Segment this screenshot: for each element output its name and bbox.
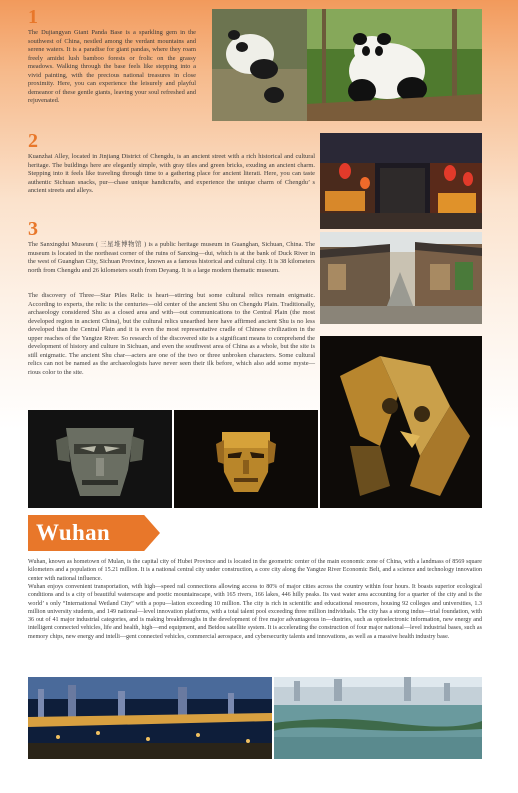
kuanzhai-alley-description: Kuanzhai Alley, located in Jinjiang District of Chengdu, is an ancient street with a rich historical and cultural heritage. The buildings here are elegantly simple, with gray tiles and green bricks, exuding an ancient charm. Stepping into it feels like traveling through time to a gathering place for ancient literati. Here, you can taste authentic Sichuan snacks, pur—chase unique handicrafts, and experience the unique charm of Chengdu’ s ancient streets and alleys. bbox=[28, 153, 315, 195]
gold-mask-photo bbox=[174, 410, 318, 508]
wuhan-intro: Wuhan, known as hometown of Mulan, is the capital city of Hubei Province and is located in the geometric center of the main economic zone of China, with a landmass of 8569 square kilometers and a population of 15.21 million. It is a national central city under construction, a core city along the Yangtze River Economic Belt, and a science and technology innovation center with national influence. bbox=[28, 559, 482, 582]
sanxingdui-relic-discovery: The discovery of Three—Star Piles Relic is heart—stirring but some cultural relics remain enigmatic. According to experts, the relic is the centuries—old center of the ancient Shu on Chengdu Plain. Traditionally, archaeology considered Shu as a closed area and with—out communications to the Central Plain (the most developed region in ancient China), but the cultural relics unearthed here have affirmed ancient Shu is no less developed than the Central Plain and it is even the most representative cradle of Chinese civilization in the upper reaches of the Yangtze River. So research of the discovered site is a significant means to comprehend the development of history and culture in Sichuan, and even the southwest area of China as a whole, but the site is still enigmatic. The ancient Shu char—acters are one of the two or three unbroken characters. Some cultural relics can not be named as the archaeologists have never seen their ilk before, which also add some myste—rious color to the site. bbox=[28, 292, 315, 376]
bronze-mask-photo-1 bbox=[28, 410, 172, 508]
wuhan-night-skyline-photo bbox=[28, 677, 272, 759]
panda-photo bbox=[212, 9, 482, 121]
bronze-figure-photo bbox=[320, 336, 482, 508]
wuhan-title: Wuhan bbox=[36, 520, 110, 545]
kuanzhai-alley-day-photo bbox=[320, 232, 482, 324]
section-number-3: 3 bbox=[28, 218, 38, 240]
panda-base-description: The Dujiangyan Giant Panda Base is a sparkling gem in the southwest of China, nestled among the verdant mountains and serene waters. It is a paradise for giant pandas, where they roam freely amidst lush bamboo forests or frolic on the grassy meadows. Walking through the base feels like stepping into a vivid painting, with the precious national treasures in close proximity. Here, you can experience the leisurely and playful demeanor of these gentle giants, leaving your soul refreshed and rejuvenated. bbox=[28, 29, 196, 105]
section-number-1: 1 bbox=[28, 6, 38, 28]
sanxingdui-museum-intro: The Sanxingdui Museum ( 三星堆博物馆 ) is a public heritage museum in Guanghan, Sichuan, China. The museum is located in the northeast corner of the ruins of Sanxing—dui, which is at the bank of Duck River in the west of Guanghan City, Sichuan Province, known as a famous historical and cultural city. It is 38 kilometers north from Chengdu and 26 kilometers south from Deyang. It is a large modern thematic museum. bbox=[28, 241, 315, 274]
section-number-2: 2 bbox=[28, 130, 38, 152]
wuhan-details: Wuhan enjoys convenient transportation, with high—speed rail connections allowing access to 80% of major cities across the country within four hours. It boasts superior ecological conditions and is a city of beautiful waterscape and poetic mountainscape, with 165 rivers, 166 lakes, 446 hilly peaks. Its vast water area accounting for a quarter of the city and is the world’ s only “International Wetland City” with a popu—lation exceeding 10 million. The city is rich in scientific and educational resources, housing 92 colleges and universities, 1.3 million university students, and 149 national—level innovation platforms, with a total talent pool exceeding three million individuals. The city has a strong indus—trial foundation, with 36 out of 41 major industrial categories, and is making breakthroughs in the development of five major advantageous in—dustries, such as optoelectronic information, new energy and intelligent connected vehicles, life and health, high—end equipment, and Beidou satellite system. It is accelerating the construction of four major national—level industrial bases, such as memory chips, new energy and intelli—gent connected vehicles, commercial aerospace, and cybersecurity talents and innovations, as well as a massive health industry base. bbox=[28, 584, 482, 640]
wuhan-east-lake-photo bbox=[274, 677, 482, 759]
kuanzhai-alley-night-photo bbox=[320, 133, 482, 229]
